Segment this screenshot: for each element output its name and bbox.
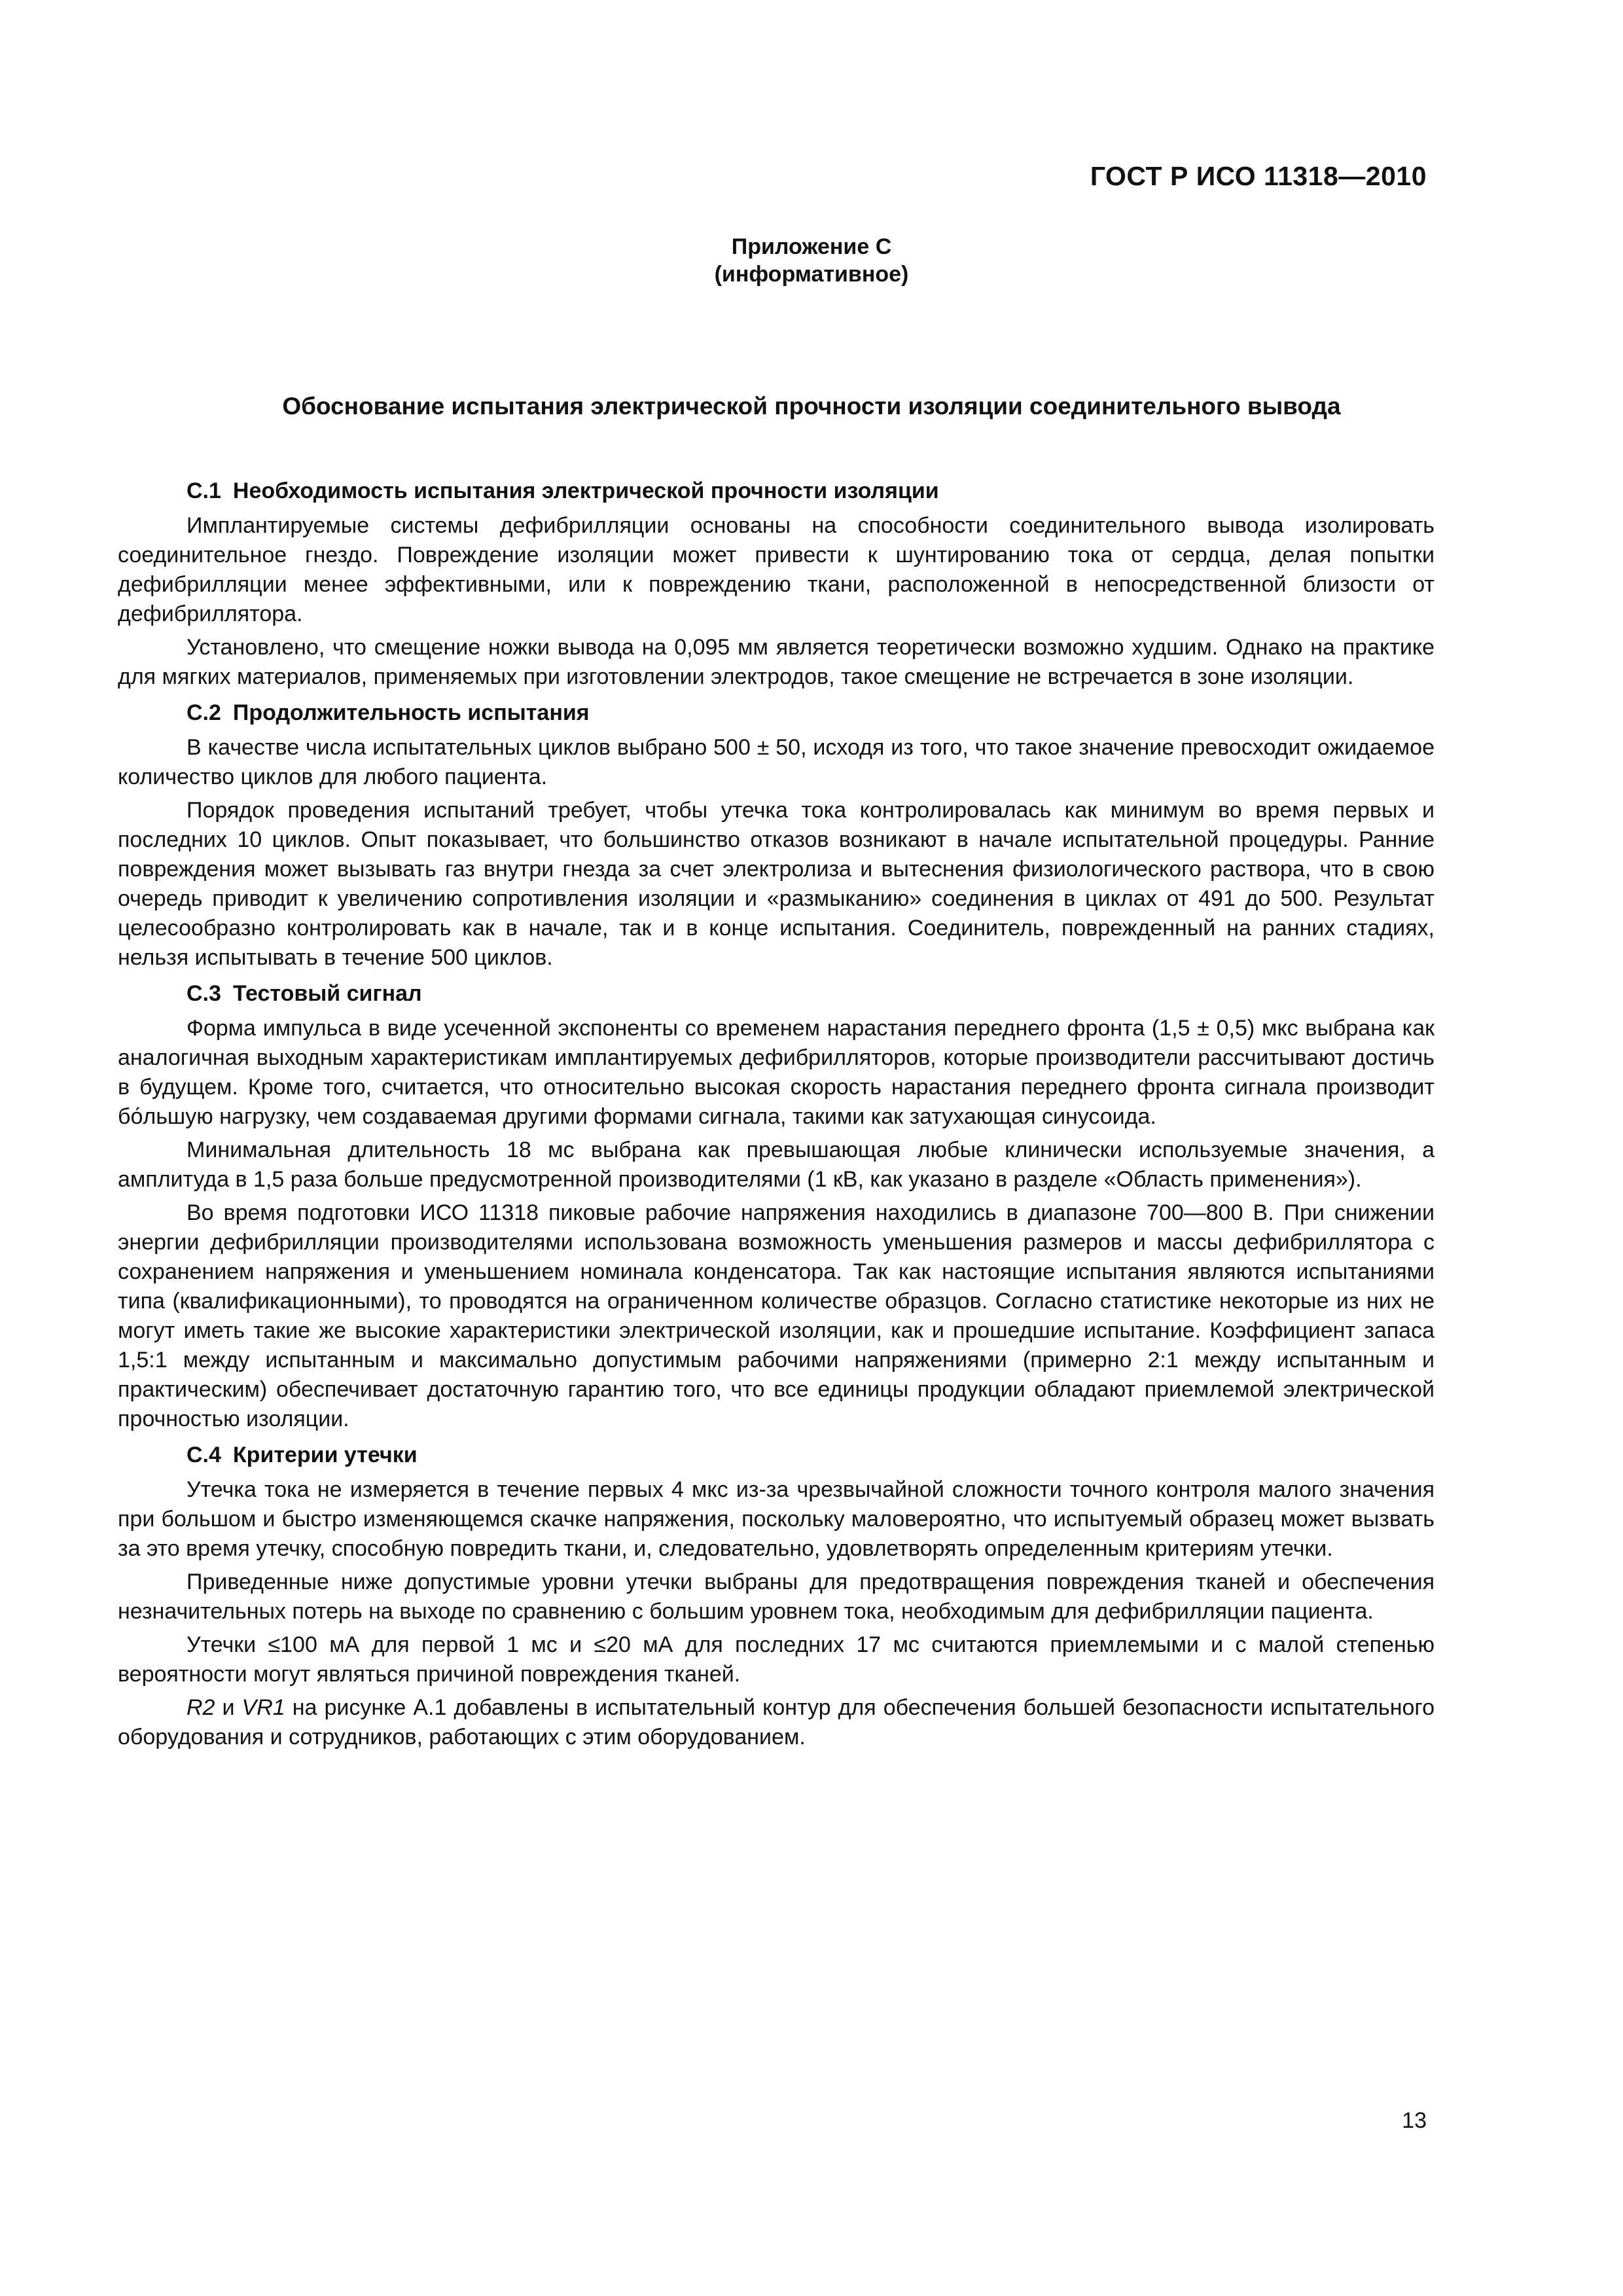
paragraph: Утечка тока не измеряется в течение первых 4 мкс из-за чрезвычайной сложности точного контроля малого значения при большом и быстро изменяющемся скачке напряжения, поскольку маловероятно, что испытуемый образец может вызвать за это время утечку, способную повредить ткани, и, следовательно, удовлетворять определенным критериям утечки. (118, 1477, 1435, 1561)
paragraph: Во время подготовки ИСО 11318 пиковые рабочие напряжения находились в диапазоне 700—800 В. При снижении энергии дефибрилляции производителями использована возможность уменьшения размеров и массы дефибриллятора с сохранением напряжения и уменьшением номинала конденсатора. Так как настоящие испытания являются испытаниями типа (квалификационными), то проводятся на ограниченном количестве образцов. Согласно статистике некоторые из них не могут иметь такие же высокие характеристики электрической изоляции, как и прошедшие испытание. Коэффициент запаса 1,5:1 между испытанным и максимально допустимым рабочими напряжениями (примерно 2:1 между испытанным и практическим) обеспечивает достаточную гарантию того, что все единицы продукции обладают приемлемой электрической прочностью изоляции. (118, 1200, 1435, 1431)
paragraph (118, 1693, 1435, 1752)
annex-type: (информативное) (714, 262, 909, 287)
section-heading (118, 1441, 1435, 1470)
paragraph: Имплантируемые системы дефибрилляции основаны на способности соединительного вывода изолировать соединительное гнездо. Повреждение изоляции может привести к шунтированию тока от сердца, делая попытки дефибрилляции менее эффективными, или к повреждению ткани, расположенной в непосредственной близости от дефибриллятора. (118, 513, 1435, 626)
section-heading (118, 476, 1435, 506)
component-ref-vr1: VR1 (241, 1695, 285, 1720)
paragraph-text: на рисунке А.1 добавлены в испытательный контур для обеспечения большей безопасности испытательного оборудования и сотрудников, работающих с этим оборудованием. (118, 1695, 1435, 1749)
section-heading (118, 979, 1435, 1009)
annex-heading (0, 233, 1623, 288)
paragraph: В качестве числа испытательных циклов выбрано 500 ± 50, исходя из того, что такое значение превосходит ожидаемое количество циклов для любого пациента. (118, 735, 1435, 789)
paragraph: Порядок проведения испытаний требует, чтобы утечка тока контролировалась как минимум во время первых и последних 10 циклов. Опыт показывает, что большинство отказов возникают в начале испытательной процедуры. Ранние повреждения может вызывать газ внутри гнезда за счет электролиза и вытеснения физиологического раствора, что в свою очередь приводит к увеличению сопротивления изоляции и «размыканию» соединения в циклах от 491 до 500. Результат целесообразно контролировать как в начале, так и в конце испытания. Соединитель, поврежденный на ранних стадиях, нельзя испытывать в течение 500 циклов. (118, 798, 1435, 970)
section-title: Продолжительность испытания (232, 700, 590, 725)
paragraph: Утечки ≤100 мА для первой 1 мс и ≤20 мА для последних 17 мс считаются приемлемыми и с малой степенью вероятности могут являться причиной повреждения тканей. (118, 1632, 1435, 1687)
annex-label: Приложение С (731, 234, 892, 259)
section-c1 (118, 476, 1435, 692)
section-title: Тестовый сигнал (232, 981, 422, 1006)
annex-body (118, 470, 1435, 1756)
section-number: С.4 (187, 1443, 221, 1467)
page-number: 13 (1402, 2108, 1427, 2133)
section-title: Критерии утечки (232, 1443, 418, 1467)
conjunction: и (215, 1695, 242, 1720)
section-number: С.2 (187, 700, 221, 725)
paragraph: Установлено, что смещение ножки вывода на 0,095 мм является теоретически возможно худшим. Однако на практике для мягких материалов, применяемых при изготовлении электродов, такое смещение не встречается в зоне изоляции. (118, 635, 1435, 689)
paragraph: Форма импульса в виде усеченной экспоненты со временем нарастания переднего фронта (1,5 ± 0,5) мкс выбрана как аналогичная выходным характеристикам имплантируемых дефибрилляторов, которые производители рассчитывают достичь в будущем. Кроме того, считается, что относительно высокая скорость нарастания переднего фронта сигнала производит бо́льшую нагрузку, чем создаваемая другими формами сигнала, такими как затухающая синусоида. (118, 1016, 1435, 1129)
section-number: С.3 (187, 981, 221, 1006)
section-heading (118, 698, 1435, 728)
section-c4 (118, 1441, 1435, 1752)
section-c2 (118, 698, 1435, 973)
section-number: С.1 (187, 478, 221, 503)
annex-title: Обоснование испытания электрической прочности изоляции соединительного вывода (282, 393, 1341, 420)
document-number: ГОСТ Р ИСО 11318—2010 (1090, 161, 1427, 191)
paragraph: Минимальная длительность 18 мс выбрана как превышающая любые клинически используемые значения, а амплитуда в 1,5 раза больше предусмотренной производителями (1 кВ, как указано в разделе «Область применения»). (118, 1138, 1435, 1192)
component-ref-r2: R2 (187, 1695, 215, 1720)
paragraph: Приведенные ниже допустимые уровни утечки выбраны для предотвращения повреждения тканей и обеспечения незначительных потерь на выходе по сравнению с большим уровнем тока, необходимым для дефибрилляции пациента. (118, 1570, 1435, 1624)
section-title: Необходимость испытания электрической прочности изоляции (232, 478, 939, 503)
section-c3 (118, 979, 1435, 1434)
